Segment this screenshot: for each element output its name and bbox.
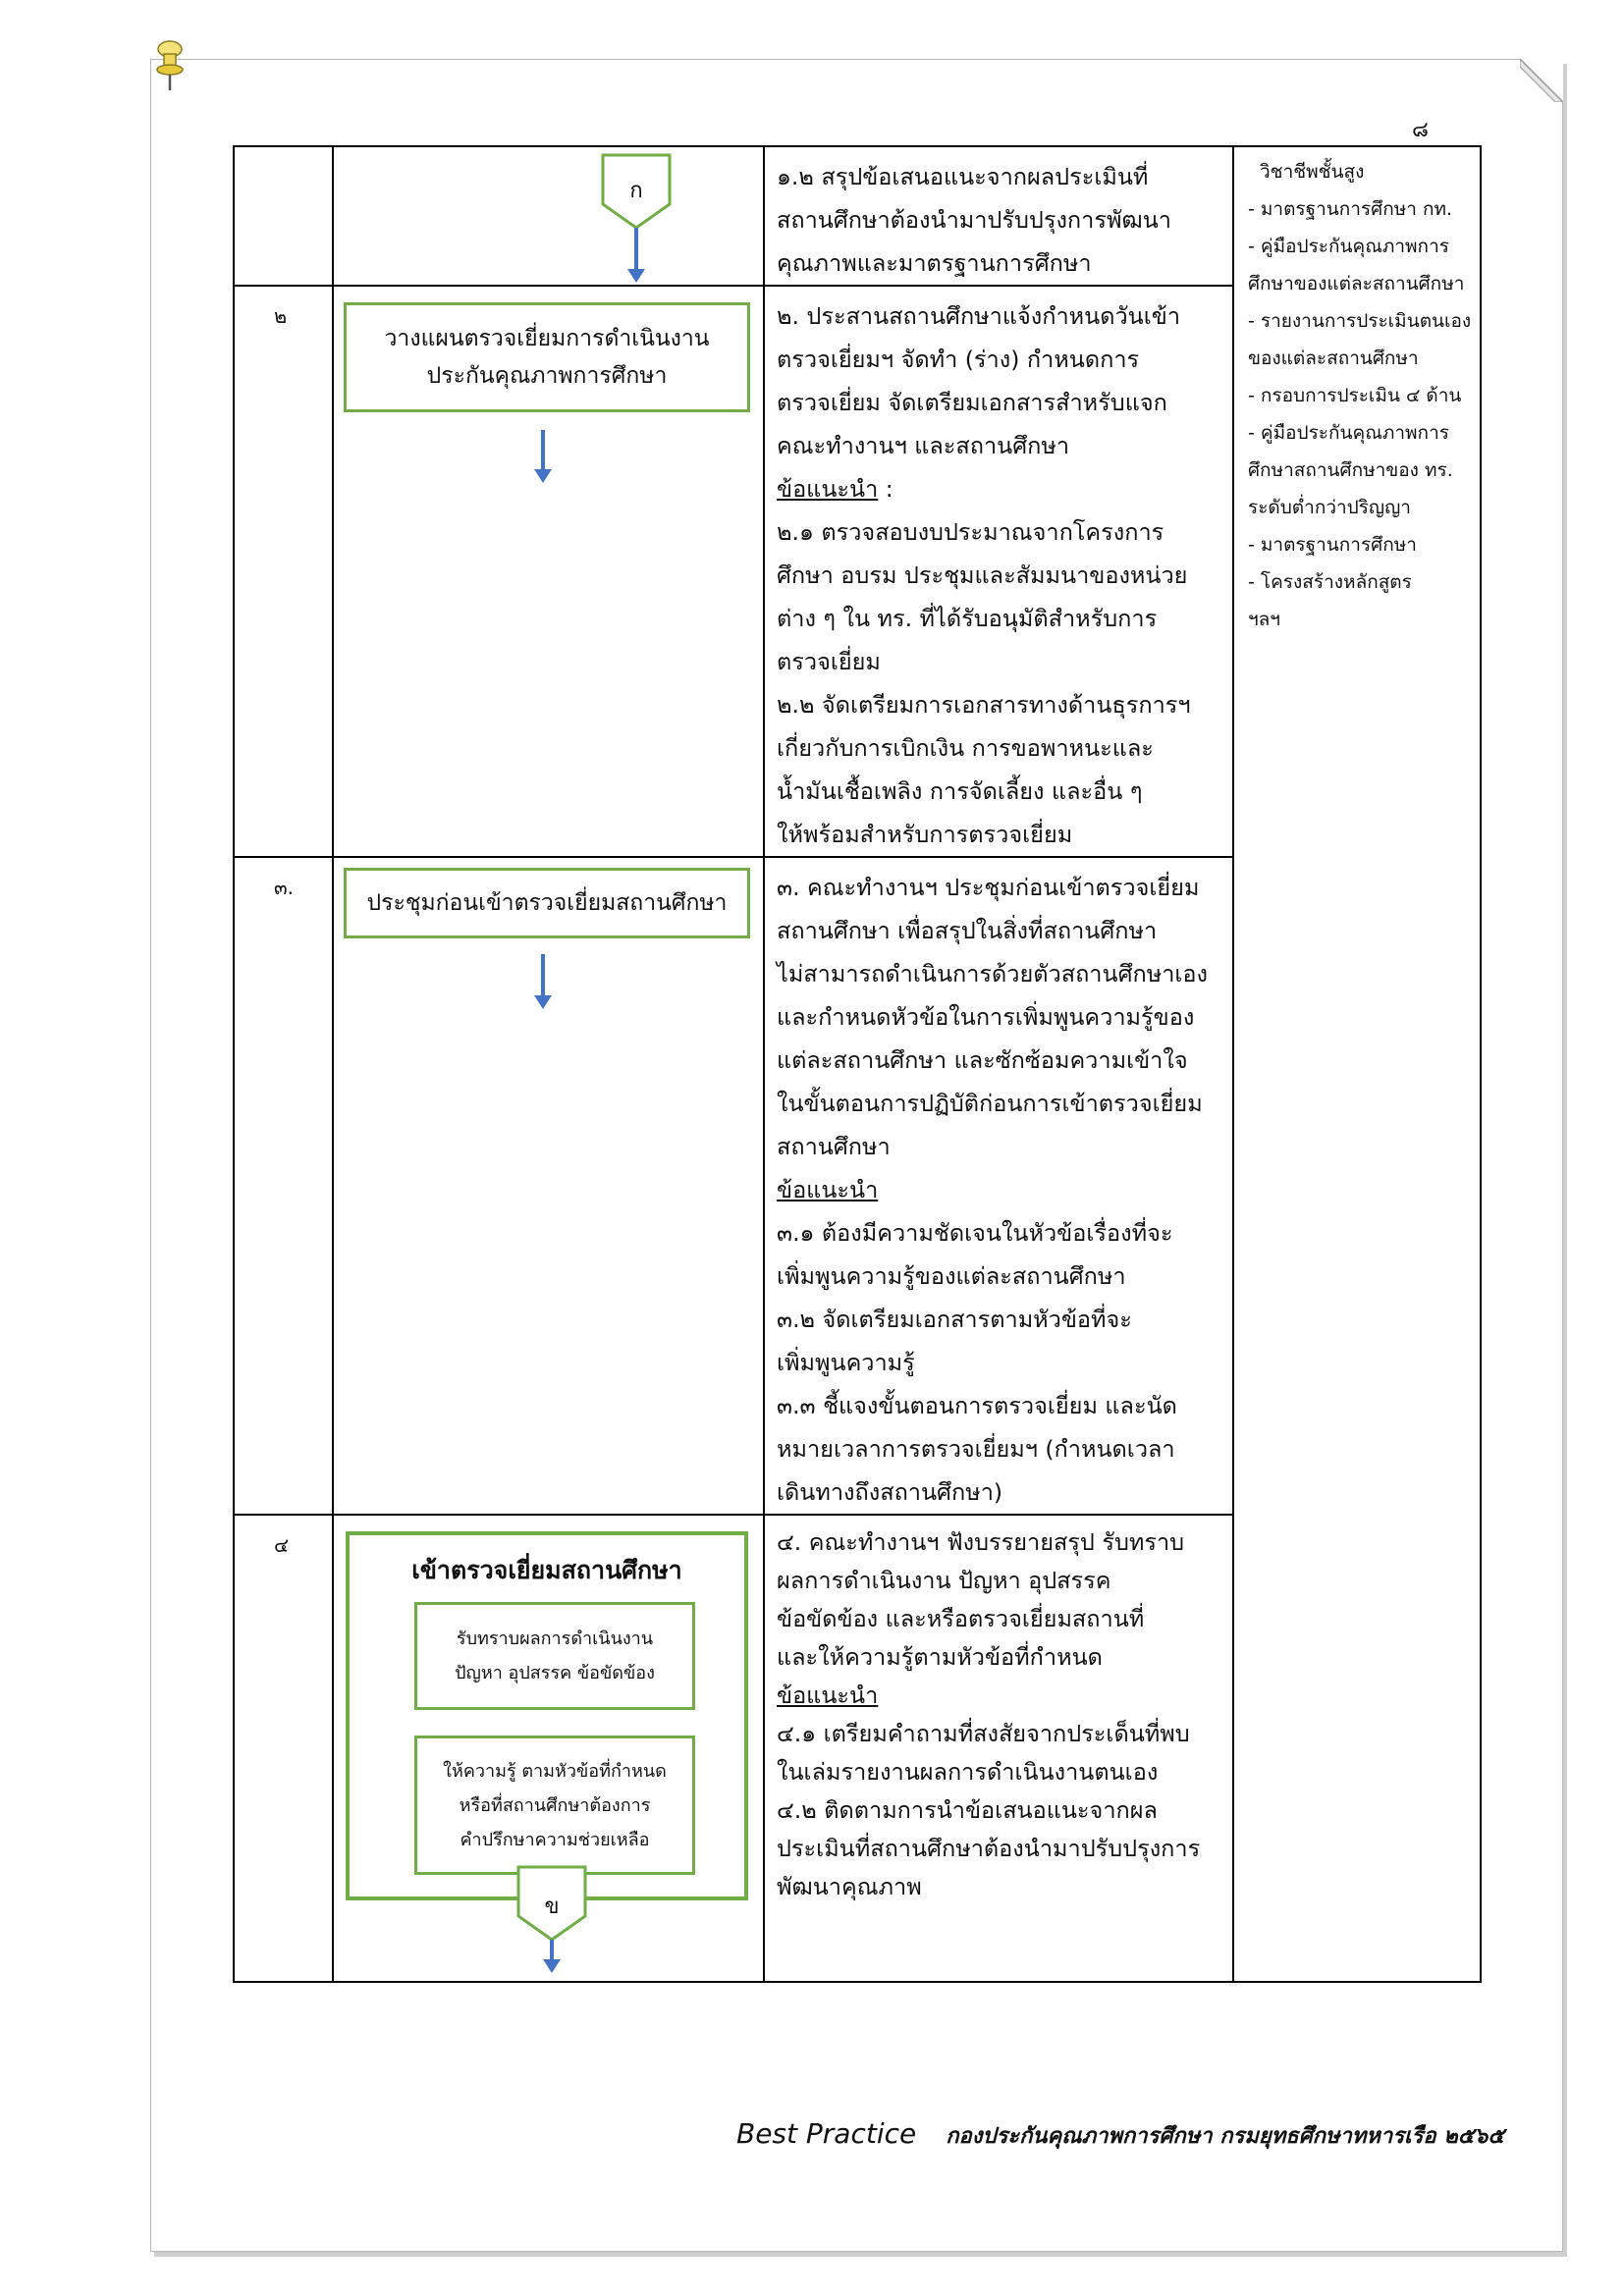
description-cell xyxy=(764,146,1233,286)
footer-best-practice: Best Practice xyxy=(736,2117,917,2150)
description-text: ๒. ประสานสถานศึกษาแจ้งกำหนดวันเข้า ตรวจเยี่ยมฯ จัดทำ (ร่าง) กำหนดการ ตรวจเยี่ยม จัดเตรียมเอกสารสำหรับแจก คณะทำงานฯ และสถานศึกษา ข้อแนะนำ : ๒.๑ ตรวจสอบงบประมาณจากโครงการ ศึกษา อบรม ประชุมและสัมมนาของหน่วย ต่าง ๆ ใน ทร. ที่ได้รับอนุมัติสำหรับการ ตรวจเยี่ยม ๒.๒ จัดเตรียมการเอกสารทางด้านธุรการฯ เกี่ยวกับการเบิกเงิน การขอพาหนะและ น้ำมันเชื้อเพลิง การจัดเลี้ยง และอื่น ๆ ให้พร้อมสำหรับการตรวจเยี่ยม xyxy=(765,287,1232,856)
page-fold-corner xyxy=(1520,59,1563,102)
step-cell: ๔ xyxy=(234,1515,333,1982)
process-box-pre-meeting: ประชุมก่อนเข้าตรวจเยี่ยมสถานศึกษา xyxy=(344,868,750,938)
pushpin-icon xyxy=(155,39,185,93)
description-text: ๓. คณะทำงานฯ ประชุมก่อนเข้าตรวจเยี่ยม สถานศึกษา เพื่อสรุปในสิ่งที่สถานศึกษา ไม่สามารถดำเนินการด้วยตัวสถานศึกษาเอง และกำหนดหัวข้อในการเพิ่มพูนความรู้ของ แต่ละสถานศึกษา และซักซ้อมความเข้าใจ ในขั้นตอนการปฏิบัติก่อนการเข้าตรวจเยี่ยม สถานศึกษา ข้อแนะนำ ๓.๑ ต้องมีความชัดเจนในหัวข้อเรื่องที่จะ เพิ่มพูนความรู้ของแต่ละสถานศึกษา ๓.๒ จัดเตรียมเอกสารตามหัวข้อที่จะ เพิ่มพูนความรู้ ๓.๓ ชี้แจงขั้นตอนการตรวจเยี่ยม และนัด หมายเวลาการตรวจเยี่ยมฯ (กำหนดเวลา เดินทางถึงสถานศึกษา) xyxy=(765,858,1232,1514)
flow-arrow xyxy=(550,1940,554,1961)
advice-heading: ข้อแนะนำ xyxy=(777,1682,879,1709)
connector-label: ก xyxy=(629,179,643,203)
step-cell: ๓. xyxy=(234,857,333,1515)
page-footer xyxy=(736,2117,1504,2153)
description-text: ๔. คณะทำงานฯ ฟังบรรยายสรุป รับทราบ ผลการดำเนินงาน ปัญหา อุปสรรค ข้อขัดข้อง และหรือตรวจเยี่ยมสถานที่ และให้ความรู้ตามหัวข้อที่กำหนด ข้อแนะนำ ๔.๑ เตรียมคำถามที่สงสัยจากประเด็นที่พบ ในเล่มรายงานผลการดำเนินงานตนเอง ๔.๒ ติดตามการนำข้อเสนอแนะจากผล ประเมินที่สถานศึกษาต้องนำมาปรับปรุงการ พัฒนาคุณภาพ xyxy=(765,1516,1232,1906)
page-number: ๘ xyxy=(1412,118,1429,142)
flow-cell xyxy=(333,857,764,1515)
table-row xyxy=(234,146,1481,286)
advice-heading: ข้อแนะนำ : xyxy=(777,475,893,503)
description-cell xyxy=(764,286,1233,857)
footer-organization: กองประกันคุณภาพการศึกษา กรมยุทธศึกษาทหารเรือ ๒๕๖๕ xyxy=(946,2124,1504,2149)
description-text: ๑.๒ สรุปข้อเสนอแนะจากผลประเมินที่ สถานศึกษาต้องนำมาปรับปรุงการพัฒนา คุณภาพและมาตรฐานการศึกษา xyxy=(777,163,1171,277)
visit-box-title: เข้าตรวจเยี่ยมสถานศึกษา xyxy=(411,1556,682,1584)
description-cell xyxy=(764,857,1233,1515)
flow-arrow xyxy=(541,954,545,997)
inner-box-acknowledge: รับทราบผลการดำเนินงาน ปัญหา อุปสรรค ข้อขัดข้อง xyxy=(414,1602,695,1710)
description-cell xyxy=(764,1515,1233,1982)
references-cell xyxy=(1233,146,1481,1982)
advice-heading: ข้อแนะนำ xyxy=(777,1176,879,1203)
flow-cell xyxy=(333,1515,764,1982)
inner-box-advise: ให้ความรู้ ตามหัวข้อที่กำหนด หรือที่สถานศึกษาต้องการ คำปรึกษาความช่วยเหลือ xyxy=(414,1735,695,1875)
step-cell xyxy=(234,146,333,286)
connector-label: ข xyxy=(544,1895,560,1919)
process-box-plan: วางแผนตรวจเยี่ยมการดำเนินงาน ประกันคุณภาพการศึกษา xyxy=(344,302,750,412)
flow-arrow xyxy=(634,228,638,271)
flow-cell xyxy=(333,146,764,286)
process-table xyxy=(233,145,1482,1983)
process-box-visit xyxy=(346,1531,748,1900)
references-list: วิชาชีพชั้นสูง - มาตรฐานการศึกษา กท. - คู่มือประกันคุณภาพการ ศึกษาของแต่ละสถานศึกษา - รายงานการประเมินตนเอง ของแต่ละสถานศึกษา - กรอบการประเมิน ๔ ด้าน - คู่มือประกันคุณภาพการ ศึกษาสถานศึกษาของ ทร. ระดับต่ำกว่าปริญญา - มาตรฐานการศึกษา - โครงสร้างหลักสูตร ฯลฯ xyxy=(1248,161,1472,630)
flow-arrow xyxy=(541,430,545,471)
step-cell: ๒ xyxy=(234,286,333,857)
flow-cell xyxy=(333,286,764,857)
